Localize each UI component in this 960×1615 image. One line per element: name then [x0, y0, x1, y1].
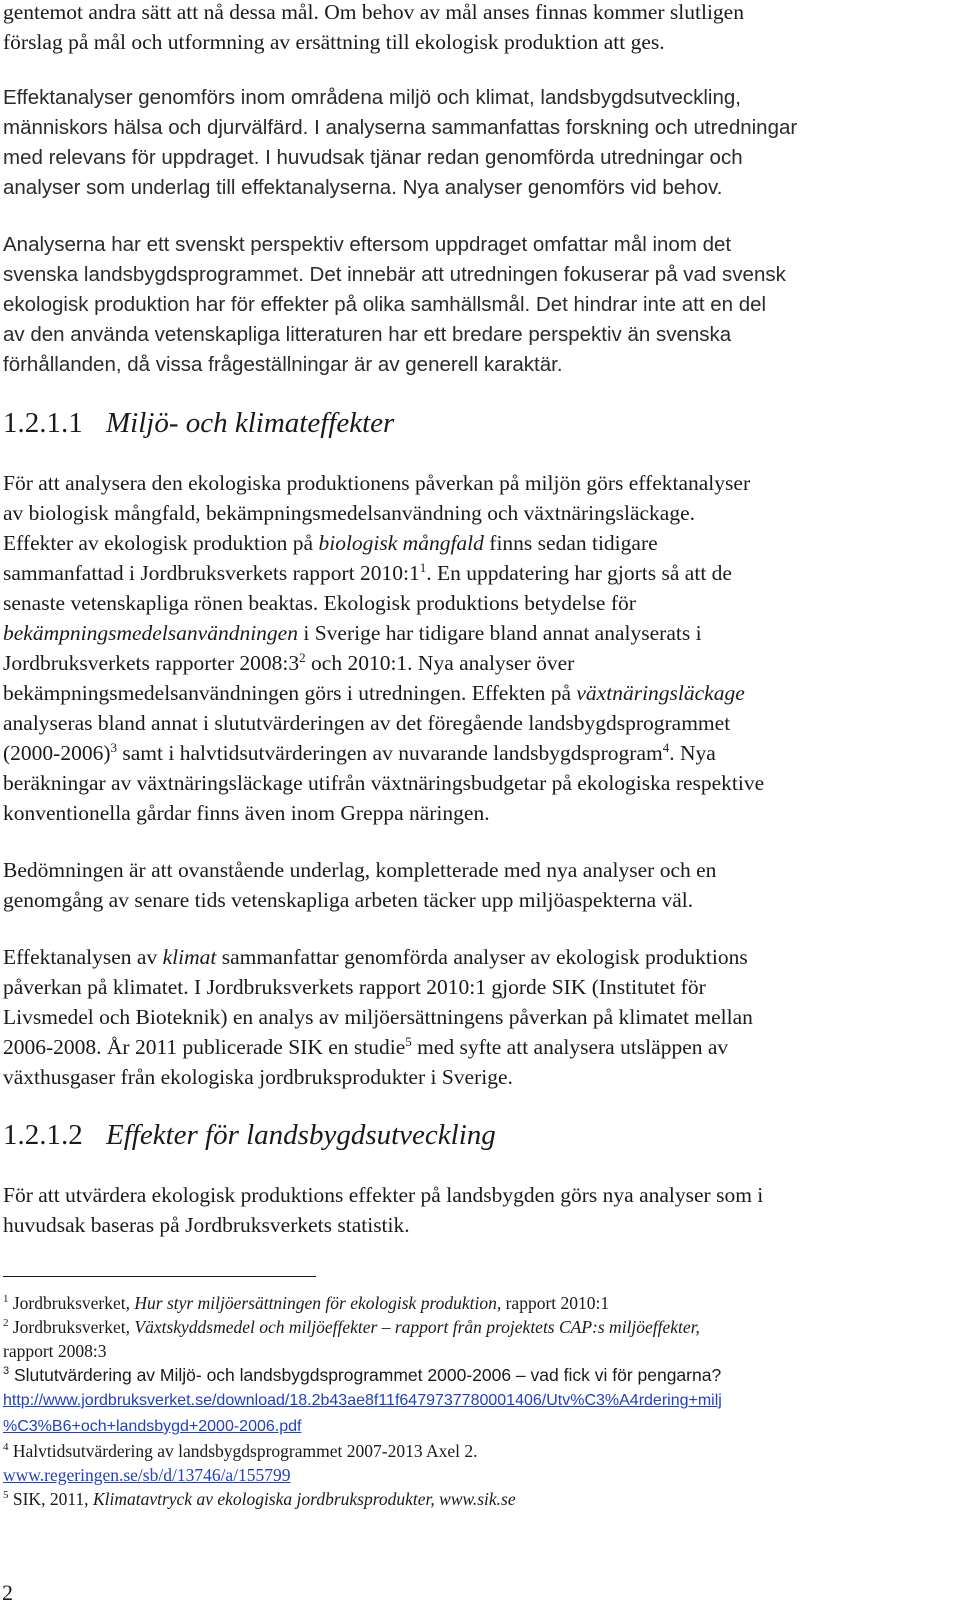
text-line: Jordbruksverkets rapporter $2008:3^2$ och 2010:1. Nya analyser över — [3, 649, 575, 675]
paragraph-landsbygd — [3, 1180, 950, 1240]
text-line: Effekter av ekologisk produktion på biologisk mångfald finns sedan tidigare — [3, 531, 658, 555]
text-line: sammanfattad i Jordbruksverkets rapport $2010:1^1$. En uppdatering har gjorts så att de — [3, 559, 732, 585]
text-line: konventionella gårdar finns även inom Greppa näringen. — [3, 801, 490, 825]
text-line: 2006-2008. År 2011 publicerade SIK en studie$^5$ med syfte att analysera utsläppen av — [3, 1033, 729, 1059]
text-line: växthusgaser från ekologiska jordbruksprodukter i Sverige. — [3, 1065, 513, 1089]
footnotes — [3, 1291, 950, 1511]
text-line: påverkan på klimatet. I Jordbruksverkets rapport 2010:1 gjorde SIK (Institutet för — [3, 975, 706, 999]
paragraph-effektanalyser — [3, 83, 950, 203]
text-line: (2000-2006)$^3$ samt i halvtidsutvärderingen av nuvarande landsbygdsprogram$^4$. Nya — [3, 739, 716, 765]
section-title: Effekter för landsbygdsutveckling — [106, 1119, 496, 1151]
section-number: 1.2.1.2 — [3, 1119, 83, 1151]
footnote-ref: 2 — [299, 649, 306, 665]
text-line: Effektanalyser genomförs inom områdena miljö och klimat, landsbygdsutveckling, — [3, 86, 741, 109]
footnote-4-link[interactable]: www.regeringen.se/sb/d/13746/a/155799 — [3, 1465, 291, 1485]
text-line: analyser som underlag till effektanalyserna. Nya analyser genomförs vid behov. — [3, 176, 723, 199]
text-line: För att utvärdera ekologisk produktions effekter på landsbygden görs nya analyser som i — [3, 1183, 764, 1207]
text-line: förhållanden, då vissa frågeställningar är av generell karaktär. — [3, 353, 563, 376]
paragraph-bedomningen — [3, 855, 950, 915]
paragraph-svenskt-perspektiv — [3, 230, 950, 380]
footnote-ref: 3 — [110, 739, 117, 755]
footnote-separator — [3, 1276, 316, 1277]
paragraph-miljoeffekter — [3, 468, 950, 828]
footnote-3-link-line-1[interactable] — [3, 1387, 950, 1413]
text-line: av den använda vetenskapliga litteraturen har ett bredare perspektiv än svenska — [3, 323, 732, 346]
footnote-ref: 4 — [662, 739, 670, 755]
text-line: av biologisk mångfald, bekämpningsmedelsanvändning och växtnäringsläckage. — [3, 501, 695, 525]
footnote-5: $^5$ SIK, 2011, Klimatavtryck av ekologiska jordbruksprodukter, www.sik.se — [3, 1489, 516, 1509]
footnote-2: $^2$ Jordbruksverket, Växtskyddsmedel och miljöeffekter – rapport från projektets CAP:s miljöeffekter, — [3, 1317, 700, 1337]
footnote-2-continued: rapport 2008:3 — [3, 1341, 107, 1361]
section-heading-landsbygdsutveckling — [3, 1118, 950, 1152]
text-line: människors hälsa och djurvälfärd. I analyserna sammanfattas forskning och utredningar — [3, 116, 798, 139]
footnote-4-link-line[interactable] — [3, 1463, 950, 1487]
text-line: svenska landsbygdsprogrammet. Det innebär att utredningen fokuserar på vad svensk — [3, 263, 786, 286]
text-line: huvudsak baseras på Jordbruksverkets statistik. — [3, 1213, 410, 1237]
text-line: Livsmedel och Bioteknik) en analys av miljöersättningens påverkan på klimatet mellan — [3, 1005, 753, 1029]
text-line: bekämpningsmedelsanvändningen görs i utredningen. Effekten på växtnäringsläckage — [3, 681, 745, 705]
footnote-3-link-continued[interactable]: %C3%B6+och+landsbygd+2000-2006.pdf — [3, 1418, 302, 1435]
text-line: förslag på mål och utformning av ersättning till ekologisk produktion att ges. — [3, 30, 665, 54]
footnote-1: $^1$ Jordbruksverket, Hur styr miljöersättningen för ekologisk produktion, rapport 2010:1 — [3, 1293, 610, 1313]
text-line: bekämpningsmedelsanvändningen i Sverige har tidigare bland annat analyserats i — [3, 621, 702, 645]
paragraph-klimat — [3, 942, 950, 1092]
text-line: gentemot andra sätt att nå dessa mål. Om behov av mål anses finnas kommer slutligen — [3, 0, 744, 24]
text-line: ekologisk produktion har för effekter på olika samhällsmål. Det hindrar inte att en del — [3, 293, 767, 316]
text-line: Bedömningen är att ovanstående underlag, kompletterade med nya analyser och en — [3, 858, 717, 882]
text-line: genomgång av senare tids vetenskapliga arbeten täcker upp miljöaspekterna väl. — [3, 888, 694, 912]
section-number: 1.2.1.1 — [3, 407, 83, 439]
section-title: Miljö- och klimateffekter — [106, 407, 395, 439]
text-line: senaste vetenskapliga rönen beaktas. Ekologisk produktions betydelse för — [3, 591, 636, 615]
text-line: beräkningar av växtnäringsläckage utifrån växtnäringsbudgetar på ekologiska respektive — [3, 771, 765, 795]
footnote-ref: 1 — [419, 559, 427, 575]
footnote-3-link-line-2[interactable] — [3, 1413, 950, 1439]
footnote-4: $^4$ Halvtidsutvärdering av landsbygdsprogrammet 2007-2013 Axel 2. — [3, 1441, 478, 1461]
paragraph-intro-continued — [3, 0, 950, 57]
text-line: Analyserna har ett svenskt perspektiv eftersom uppdraget omfattar mål inom det — [3, 233, 732, 256]
footnote-ref: 5 — [405, 1033, 412, 1049]
text-line: med relevans för uppdraget. I huvudsak tjänar redan genomförda utredningar och — [3, 146, 743, 169]
text-line: Effektanalysen av klimat sammanfattar genomförda analyser av ekologisk produktions — [3, 945, 748, 969]
section-heading-miljo-klimat — [3, 406, 950, 440]
page-number: 2 — [2, 1580, 13, 1605]
text-line: analyseras bland annat i slututvärderingen av det föregående landsbygdsprogrammet — [3, 711, 731, 735]
text-line: För att analysera den ekologiska produktionens påverkan på miljön görs effektanalyser — [3, 471, 751, 495]
footnote-3: $^3$ Slututvärdering av Miljö- och landsbygdsprogrammet 2000-2006 – vad fick vi för pengarna? — [3, 1365, 722, 1385]
footnote-3-link[interactable]: http://www.jordbruksverket.se/download/18.2b43ae8f11f6479737780001406/Utv%C3%A4rdering+milj — [3, 1392, 722, 1409]
